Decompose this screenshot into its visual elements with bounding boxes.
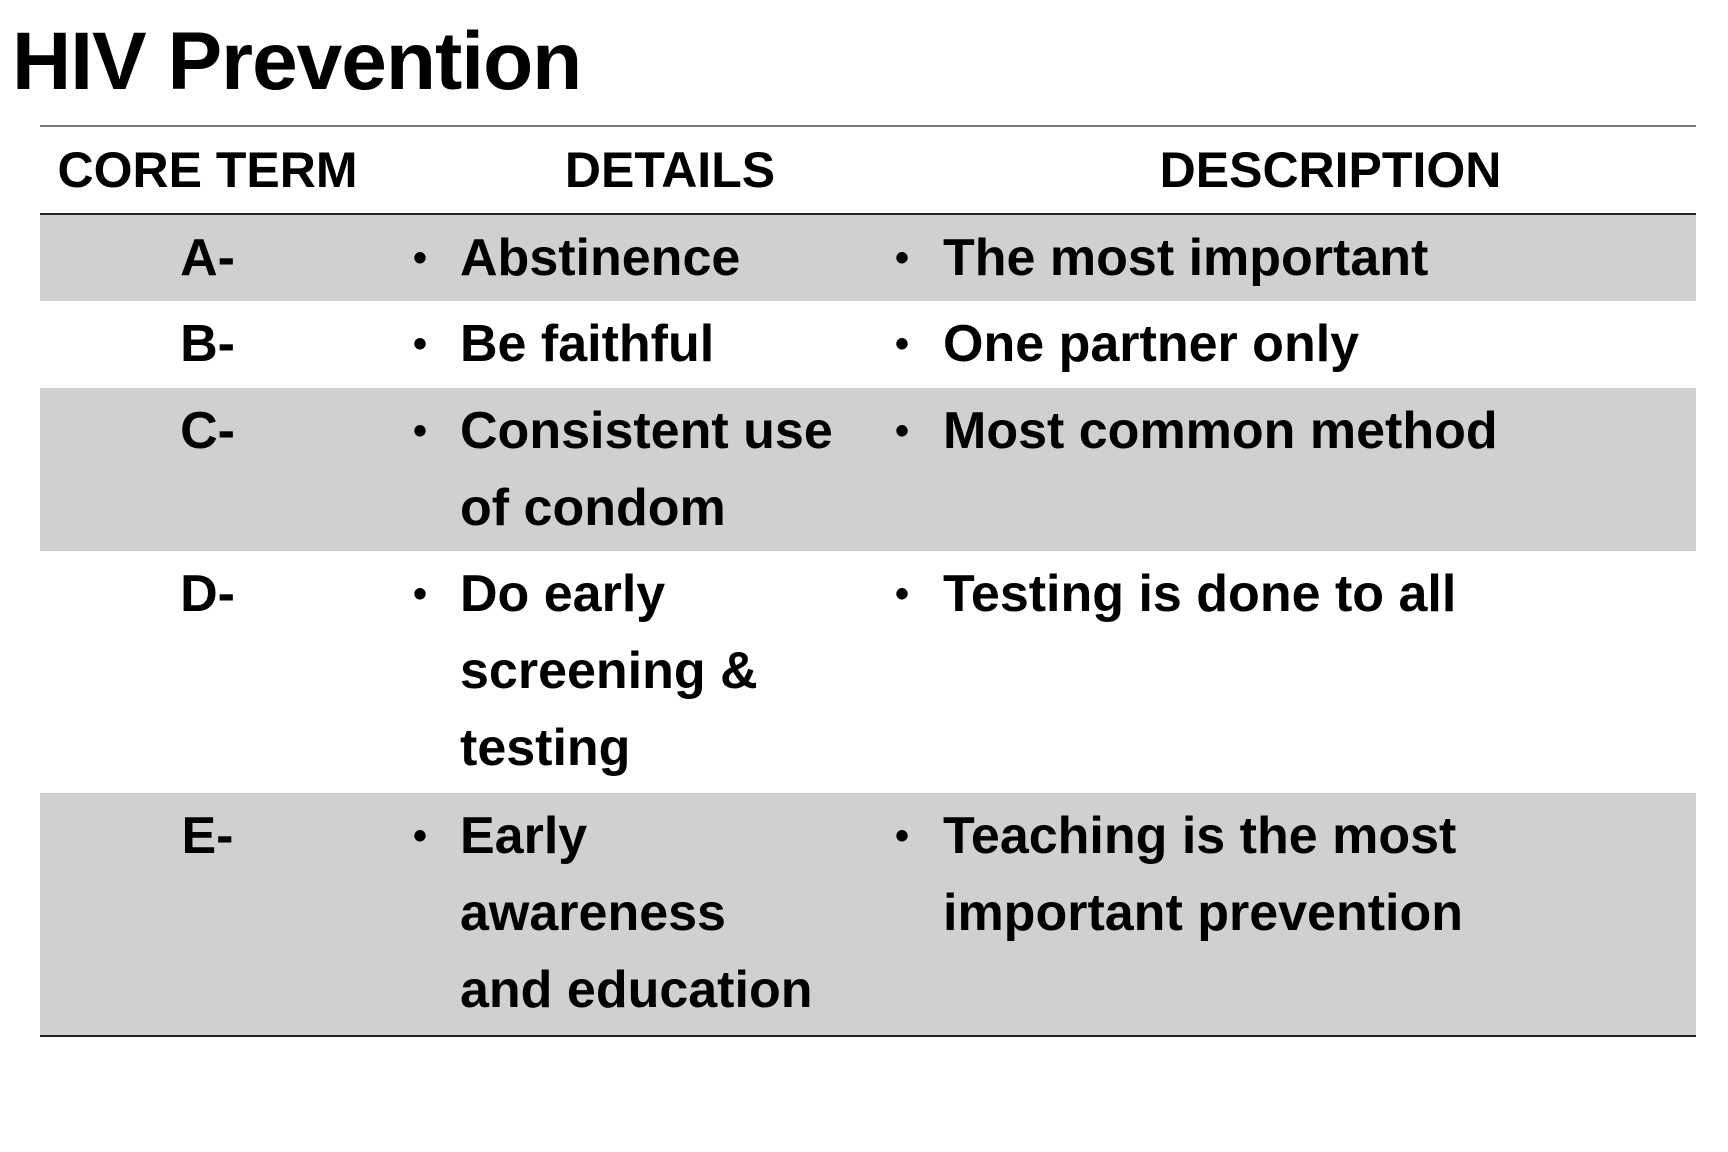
bullet-icon: • xyxy=(412,409,427,453)
header-description: DESCRIPTION xyxy=(1159,142,1502,198)
details-c-line-1: Consistent use xyxy=(460,402,833,460)
details-a xyxy=(460,220,915,297)
details-a-line-1: Abstinence xyxy=(460,229,741,287)
description-e-line-2: important prevention xyxy=(943,884,1464,942)
core-term-e: E- xyxy=(181,807,234,865)
description-e xyxy=(943,798,1693,952)
bullet-icon: • xyxy=(894,322,909,366)
bullet-icon: • xyxy=(894,409,909,453)
details-b-line-1: Be faithful xyxy=(460,315,715,373)
bullet-icon: • xyxy=(412,814,427,858)
details-c xyxy=(460,393,915,547)
description-b xyxy=(943,306,1693,383)
description-d-line-1: Testing is done to all xyxy=(943,565,1457,623)
description-d xyxy=(943,556,1693,633)
table-row-b xyxy=(40,301,1696,388)
details-c-line-2: of condom xyxy=(460,479,726,537)
description-e-line-1: Teaching is the most xyxy=(943,807,1457,865)
slide-title: HIV Prevention xyxy=(12,16,582,107)
description-a-line-1: The most important xyxy=(943,229,1429,287)
core-term-a: A- xyxy=(180,229,235,287)
bullet-icon: • xyxy=(894,572,909,616)
details-e-line-3: and education xyxy=(460,961,813,1019)
details-e-line-1: Early xyxy=(460,807,588,865)
description-b-line-1: One partner only xyxy=(943,315,1360,373)
table-row-d xyxy=(40,551,1696,793)
table-header-row xyxy=(40,127,1696,215)
bullet-icon: • xyxy=(894,814,909,858)
details-e-line-2: awareness xyxy=(460,884,726,942)
table-row-a xyxy=(40,215,1696,301)
header-details: DETAILS xyxy=(564,142,776,198)
details-d-line-2: screening & xyxy=(460,642,758,700)
bullet-icon: • xyxy=(894,236,909,280)
bullet-icon: • xyxy=(412,236,427,280)
description-c xyxy=(943,393,1693,470)
details-b xyxy=(460,306,915,383)
details-d-line-1: Do early xyxy=(460,565,666,623)
bullet-icon: • xyxy=(412,572,427,616)
details-d-line-3: testing xyxy=(460,719,631,777)
prevention-table xyxy=(40,125,1696,1037)
details-e xyxy=(460,798,915,1029)
core-term-c: C- xyxy=(180,402,235,460)
core-term-b: B- xyxy=(180,315,235,373)
table-row-c xyxy=(40,388,1696,551)
header-core-term: CORE TERM xyxy=(57,142,358,198)
bullet-icon: • xyxy=(412,322,427,366)
table-row-e xyxy=(40,793,1696,1035)
details-d xyxy=(460,556,915,787)
core-term-d: D- xyxy=(180,565,235,623)
description-c-line-1: Most common method xyxy=(943,402,1498,460)
description-a xyxy=(943,220,1693,297)
